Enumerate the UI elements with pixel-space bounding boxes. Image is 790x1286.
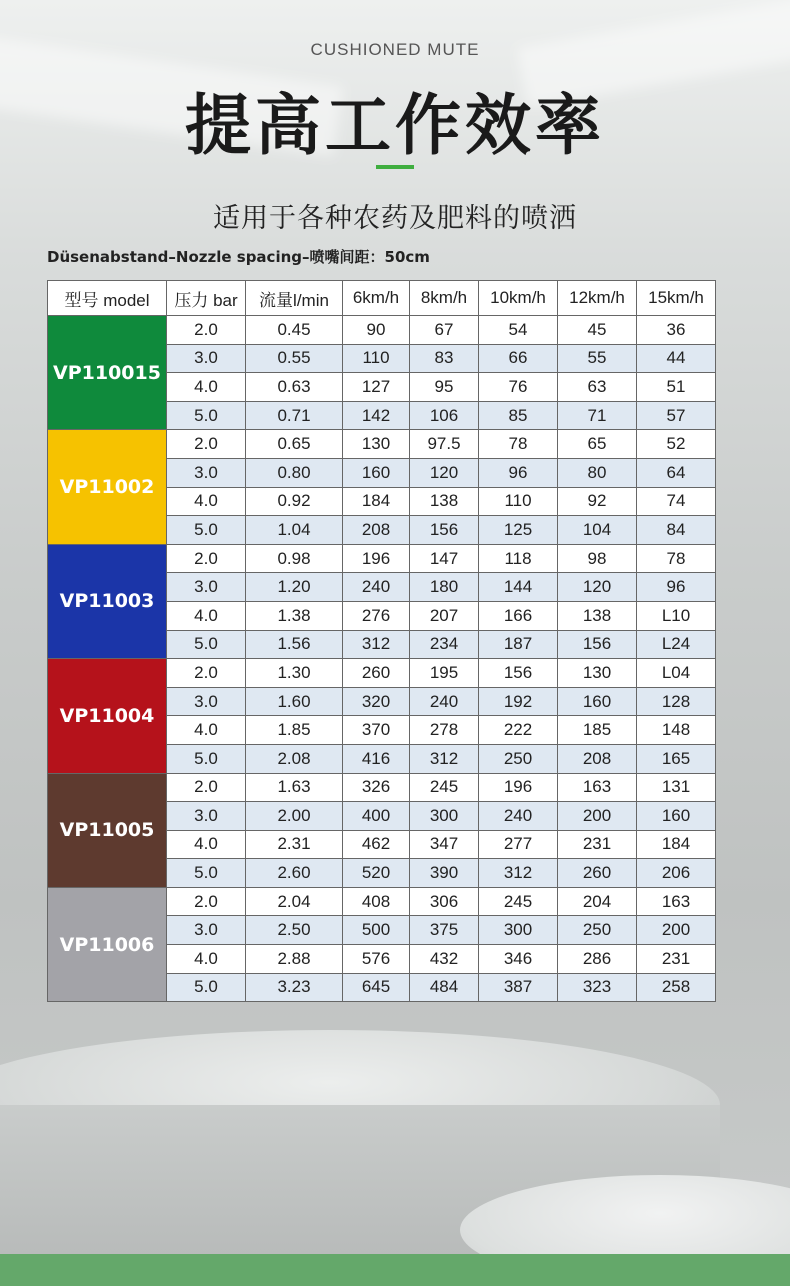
value-cell: 120	[558, 573, 637, 602]
value-cell: 160	[343, 458, 410, 487]
value-cell: 3.0	[167, 344, 246, 373]
value-cell: 0.65	[246, 430, 343, 459]
value-cell: 96	[479, 458, 558, 487]
value-cell: 2.00	[246, 802, 343, 831]
value-cell: 3.0	[167, 687, 246, 716]
model-cell: VP11006	[48, 887, 167, 1001]
value-cell: 4.0	[167, 945, 246, 974]
value-cell: 231	[558, 830, 637, 859]
value-cell: 276	[343, 601, 410, 630]
value-cell: 0.63	[246, 373, 343, 402]
value-cell: 1.04	[246, 516, 343, 545]
value-cell: 184	[637, 830, 716, 859]
value-cell: 370	[343, 716, 410, 745]
value-cell: 160	[558, 687, 637, 716]
value-cell: 0.80	[246, 458, 343, 487]
value-cell: 2.31	[246, 830, 343, 859]
value-cell: 208	[558, 744, 637, 773]
value-cell: 2.0	[167, 430, 246, 459]
value-cell: 180	[410, 573, 479, 602]
value-cell: 156	[479, 659, 558, 688]
value-cell: 80	[558, 458, 637, 487]
value-cell: 125	[479, 516, 558, 545]
value-cell: 57	[637, 401, 716, 430]
value-cell: 0.98	[246, 544, 343, 573]
value-cell: 416	[343, 744, 410, 773]
table-row	[48, 773, 716, 802]
value-cell: 2.0	[167, 659, 246, 688]
value-cell: 387	[479, 973, 558, 1002]
value-cell: 4.0	[167, 487, 246, 516]
col-header-8kmh: 8km/h	[410, 281, 479, 316]
value-cell: 130	[558, 659, 637, 688]
value-cell: 323	[558, 973, 637, 1002]
value-cell: 204	[558, 887, 637, 916]
value-cell: 312	[479, 859, 558, 888]
value-cell: 138	[410, 487, 479, 516]
value-cell: 347	[410, 830, 479, 859]
value-cell: 320	[343, 687, 410, 716]
value-cell: 375	[410, 916, 479, 945]
value-cell: 163	[637, 887, 716, 916]
value-cell: 312	[410, 744, 479, 773]
value-cell: 234	[410, 630, 479, 659]
col-header-10kmh: 10km/h	[479, 281, 558, 316]
value-cell: 156	[558, 630, 637, 659]
value-cell: 240	[479, 802, 558, 831]
value-cell: 390	[410, 859, 479, 888]
value-cell: 1.30	[246, 659, 343, 688]
value-cell: 196	[343, 544, 410, 573]
value-cell: 4.0	[167, 830, 246, 859]
nozzle-spacing-note: Düsenabstand–Nozzle spacing–喷嘴间距：50cm	[47, 248, 430, 266]
value-cell: 245	[410, 773, 479, 802]
value-cell: 148	[637, 716, 716, 745]
value-cell: 55	[558, 344, 637, 373]
table-row	[48, 544, 716, 573]
value-cell: 250	[479, 744, 558, 773]
value-cell: 2.60	[246, 859, 343, 888]
value-cell: 184	[343, 487, 410, 516]
value-cell: 326	[343, 773, 410, 802]
value-cell: 5.0	[167, 401, 246, 430]
value-cell: 260	[343, 659, 410, 688]
value-cell: 2.08	[246, 744, 343, 773]
value-cell: 138	[558, 601, 637, 630]
value-cell: 240	[343, 573, 410, 602]
value-cell: 576	[343, 945, 410, 974]
value-cell: 54	[479, 316, 558, 345]
value-cell: 222	[479, 716, 558, 745]
value-cell: 462	[343, 830, 410, 859]
value-cell: 74	[637, 487, 716, 516]
value-cell: 5.0	[167, 744, 246, 773]
value-cell: 84	[637, 516, 716, 545]
value-cell: 128	[637, 687, 716, 716]
value-cell: 52	[637, 430, 716, 459]
page-title: 提高工作效率	[185, 87, 605, 164]
value-cell: 0.71	[246, 401, 343, 430]
value-cell: 76	[479, 373, 558, 402]
value-cell: L24	[637, 630, 716, 659]
value-cell: 85	[479, 401, 558, 430]
value-cell: 4.0	[167, 716, 246, 745]
value-cell: 1.63	[246, 773, 343, 802]
value-cell: 110	[479, 487, 558, 516]
model-cell: VP11004	[48, 659, 167, 773]
value-cell: 185	[558, 716, 637, 745]
table-row	[48, 316, 716, 345]
value-cell: 66	[479, 344, 558, 373]
value-cell: 2.0	[167, 773, 246, 802]
value-cell: 240	[410, 687, 479, 716]
value-cell: 250	[558, 916, 637, 945]
value-cell: 2.0	[167, 887, 246, 916]
table-row	[48, 887, 716, 916]
value-cell: 67	[410, 316, 479, 345]
eyebrow-text: CUSHIONED MUTE	[310, 40, 480, 59]
model-cell: VP11005	[48, 773, 167, 887]
bottom-color-strip	[0, 1254, 790, 1286]
value-cell: 96	[637, 573, 716, 602]
value-cell: 300	[410, 802, 479, 831]
value-cell: 286	[558, 945, 637, 974]
value-cell: 98	[558, 544, 637, 573]
nozzle-table-container	[47, 280, 716, 1002]
value-cell: 1.20	[246, 573, 343, 602]
value-cell: 3.0	[167, 802, 246, 831]
value-cell: 432	[410, 945, 479, 974]
value-cell: 97.5	[410, 430, 479, 459]
value-cell: 346	[479, 945, 558, 974]
value-cell: 1.38	[246, 601, 343, 630]
value-cell: 4.0	[167, 601, 246, 630]
value-cell: 160	[637, 802, 716, 831]
value-cell: 500	[343, 916, 410, 945]
value-cell: 71	[558, 401, 637, 430]
value-cell: 63	[558, 373, 637, 402]
table-body	[48, 316, 716, 1002]
value-cell: 206	[637, 859, 716, 888]
value-cell: 95	[410, 373, 479, 402]
value-cell: 2.0	[167, 316, 246, 345]
value-cell: 156	[410, 516, 479, 545]
value-cell: 312	[343, 630, 410, 659]
value-cell: 90	[343, 316, 410, 345]
value-cell: 4.0	[167, 373, 246, 402]
value-cell: 92	[558, 487, 637, 516]
value-cell: 520	[343, 859, 410, 888]
nozzle-flow-table	[47, 280, 716, 1002]
value-cell: 127	[343, 373, 410, 402]
value-cell: 45	[558, 316, 637, 345]
col-header-15kmh: 15km/h	[637, 281, 716, 316]
table-header-row	[48, 281, 716, 316]
col-header-pressure: 压力 bar	[167, 281, 246, 316]
value-cell: 36	[637, 316, 716, 345]
value-cell: 147	[410, 544, 479, 573]
value-cell: 106	[410, 401, 479, 430]
value-cell: 131	[637, 773, 716, 802]
value-cell: 0.55	[246, 344, 343, 373]
value-cell: 118	[479, 544, 558, 573]
value-cell: 278	[410, 716, 479, 745]
value-cell: 144	[479, 573, 558, 602]
value-cell: 1.56	[246, 630, 343, 659]
value-cell: 400	[343, 802, 410, 831]
value-cell: 1.60	[246, 687, 343, 716]
value-cell: 65	[558, 430, 637, 459]
col-header-12kmh: 12km/h	[558, 281, 637, 316]
value-cell: 2.04	[246, 887, 343, 916]
value-cell: 195	[410, 659, 479, 688]
value-cell: L10	[637, 601, 716, 630]
value-cell: 2.0	[167, 544, 246, 573]
value-cell: 110	[343, 344, 410, 373]
value-cell: 5.0	[167, 516, 246, 545]
value-cell: 166	[479, 601, 558, 630]
value-cell: 484	[410, 973, 479, 1002]
value-cell: 5.0	[167, 973, 246, 1002]
value-cell: 277	[479, 830, 558, 859]
model-cell: VP11002	[48, 430, 167, 544]
value-cell: 5.0	[167, 859, 246, 888]
value-cell: 64	[637, 458, 716, 487]
value-cell: 2.50	[246, 916, 343, 945]
value-cell: L04	[637, 659, 716, 688]
value-cell: 3.0	[167, 573, 246, 602]
page-subtitle: 适用于各种农药及肥料的喷洒	[213, 203, 577, 234]
value-cell: 104	[558, 516, 637, 545]
value-cell: 200	[637, 916, 716, 945]
col-header-6kmh: 6km/h	[343, 281, 410, 316]
value-cell: 142	[343, 401, 410, 430]
value-cell: 2.88	[246, 945, 343, 974]
value-cell: 78	[479, 430, 558, 459]
value-cell: 3.0	[167, 458, 246, 487]
value-cell: 300	[479, 916, 558, 945]
table-row	[48, 430, 716, 459]
value-cell: 645	[343, 973, 410, 1002]
col-header-flow: 流量l/min	[246, 281, 343, 316]
value-cell: 165	[637, 744, 716, 773]
value-cell: 120	[410, 458, 479, 487]
value-cell: 408	[343, 887, 410, 916]
value-cell: 163	[558, 773, 637, 802]
value-cell: 0.45	[246, 316, 343, 345]
model-cell: VP110015	[48, 316, 167, 430]
table-row	[48, 659, 716, 688]
value-cell: 208	[343, 516, 410, 545]
value-cell: 231	[637, 945, 716, 974]
value-cell: 306	[410, 887, 479, 916]
value-cell: 260	[558, 859, 637, 888]
value-cell: 3.23	[246, 973, 343, 1002]
value-cell: 245	[479, 887, 558, 916]
value-cell: 5.0	[167, 630, 246, 659]
value-cell: 0.92	[246, 487, 343, 516]
col-header-model: 型号 model	[48, 281, 167, 316]
value-cell: 83	[410, 344, 479, 373]
value-cell: 44	[637, 344, 716, 373]
value-cell: 196	[479, 773, 558, 802]
value-cell: 207	[410, 601, 479, 630]
accent-divider	[376, 165, 414, 169]
value-cell: 187	[479, 630, 558, 659]
model-cell: VP11003	[48, 544, 167, 658]
value-cell: 200	[558, 802, 637, 831]
value-cell: 51	[637, 373, 716, 402]
value-cell: 1.85	[246, 716, 343, 745]
value-cell: 192	[479, 687, 558, 716]
value-cell: 3.0	[167, 916, 246, 945]
value-cell: 130	[343, 430, 410, 459]
value-cell: 78	[637, 544, 716, 573]
value-cell: 258	[637, 973, 716, 1002]
